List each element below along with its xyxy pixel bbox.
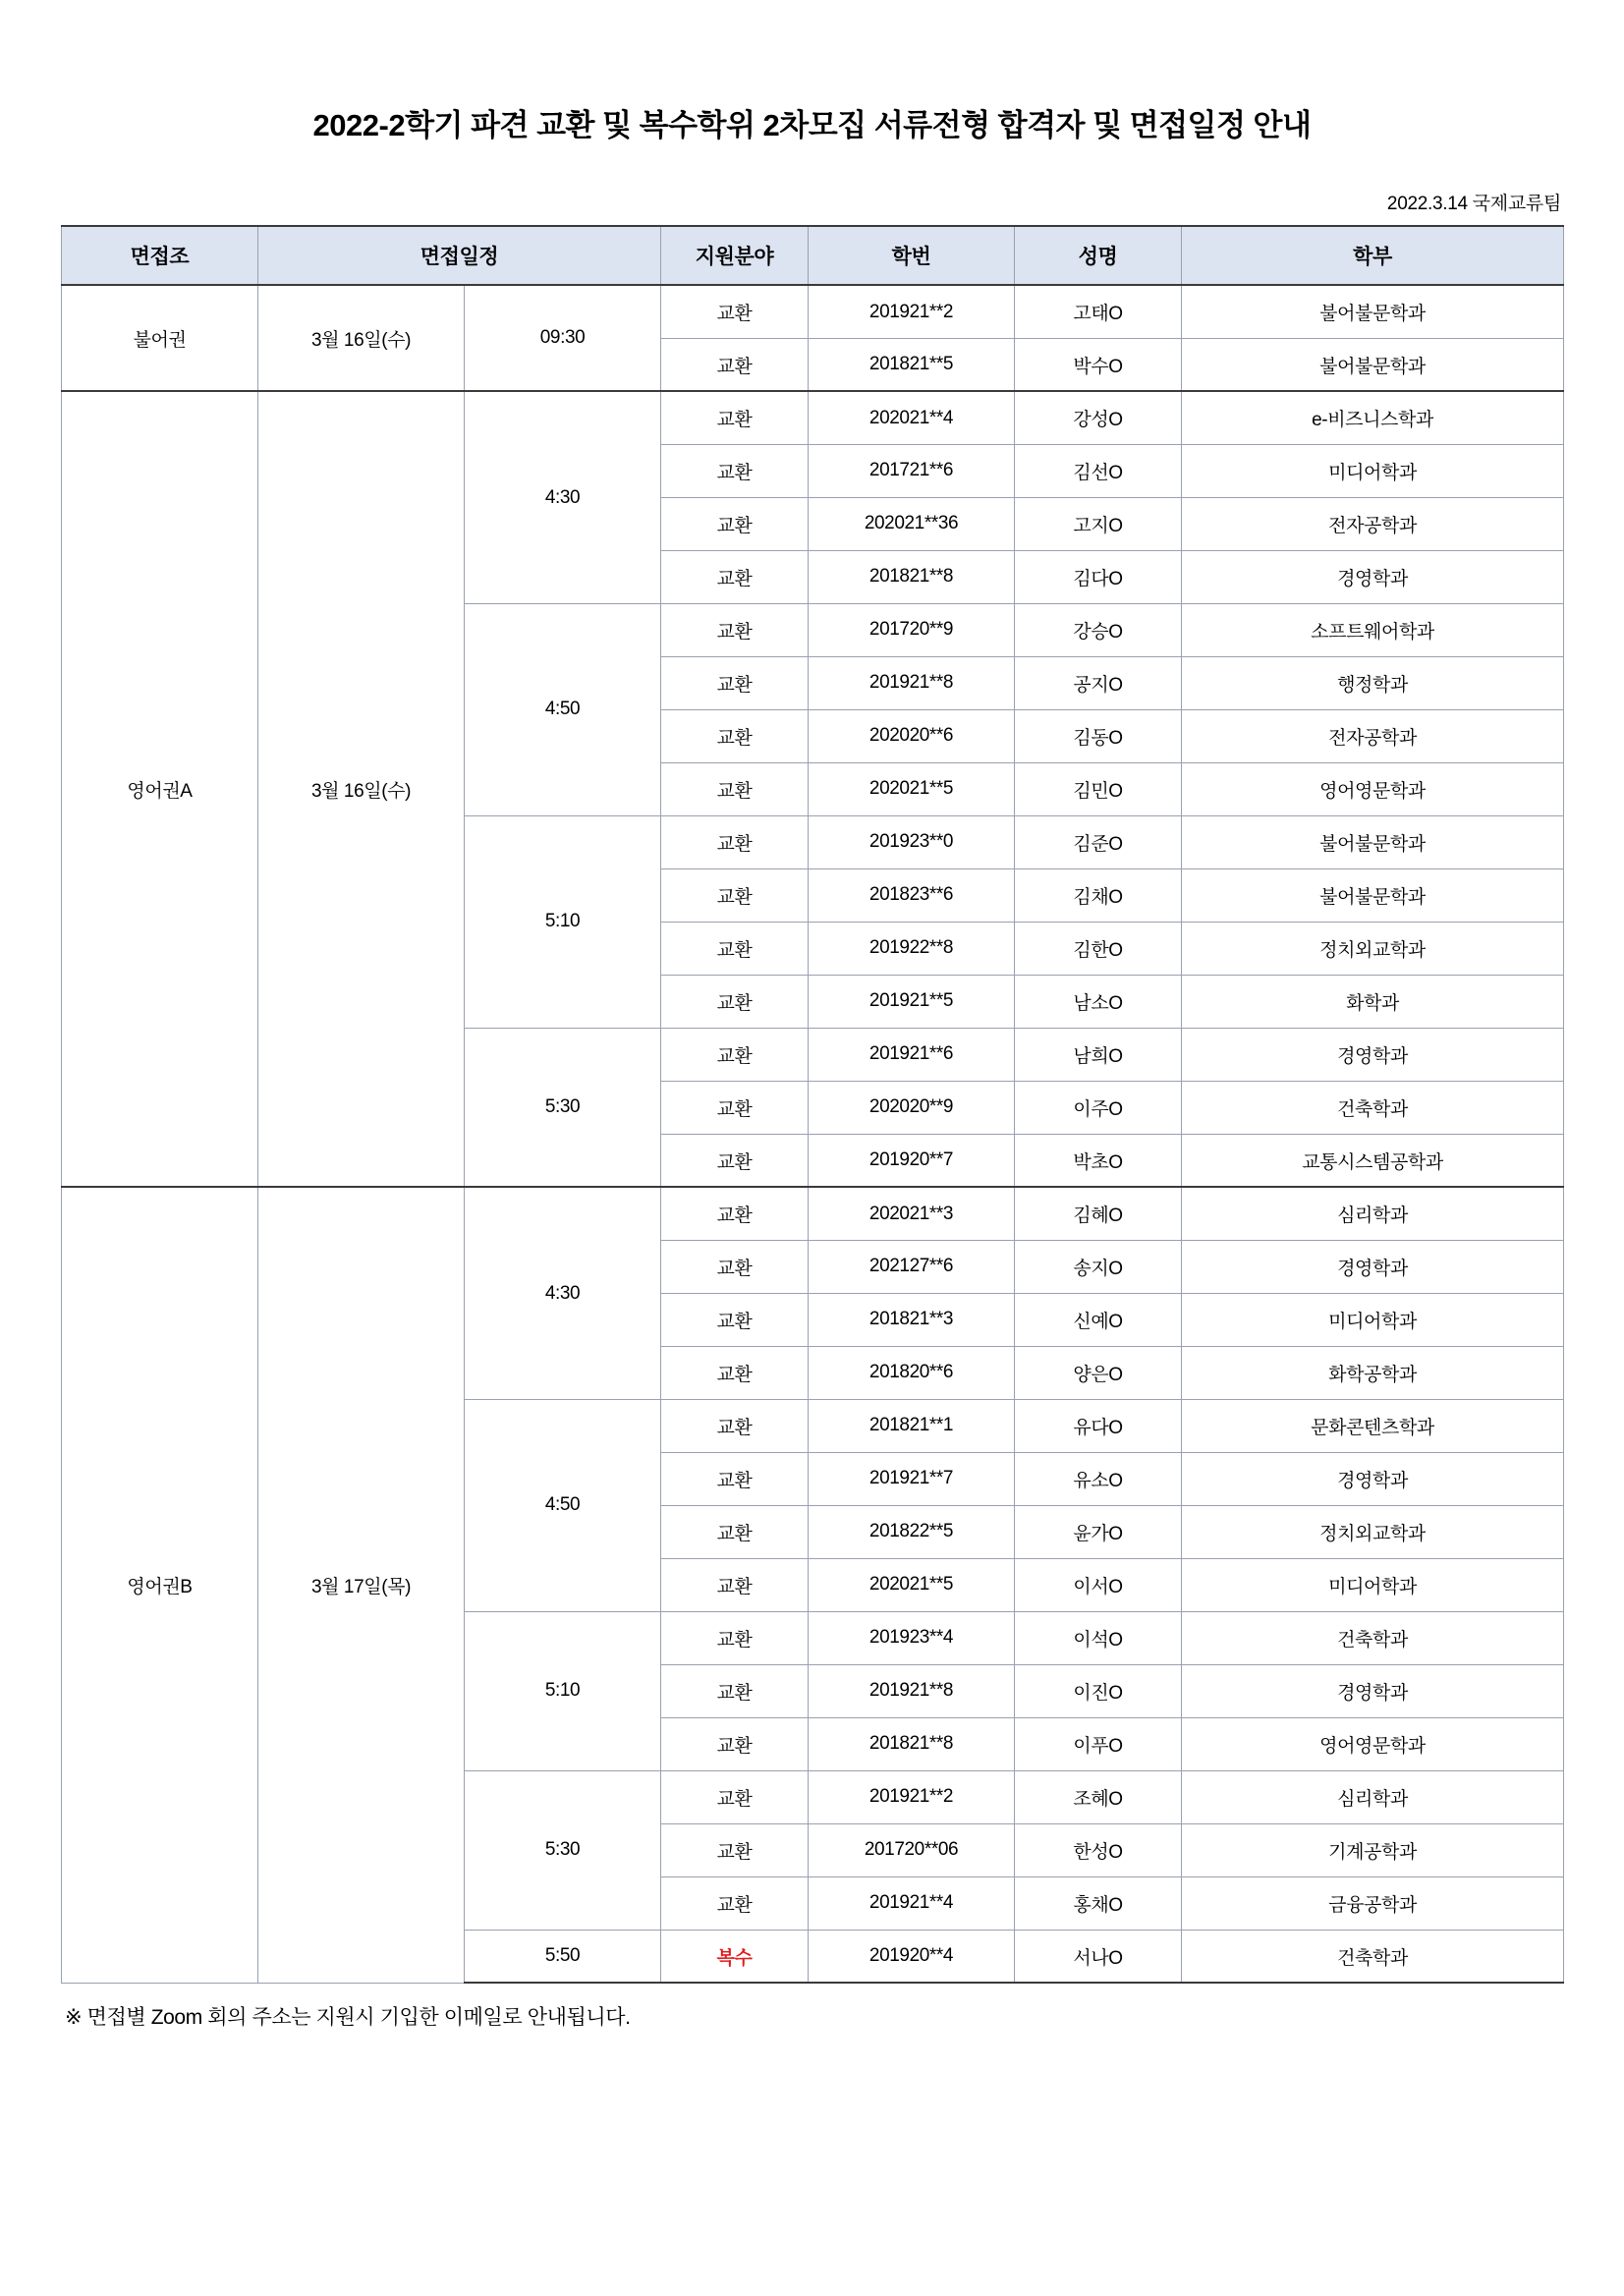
time-cell: 4:30: [465, 1187, 661, 1399]
student-id-cell: 201821**5: [809, 338, 1015, 391]
column-header-group: 면접조: [62, 226, 258, 285]
field-cell: 교환: [661, 1876, 809, 1930]
name-cell: 서나O: [1015, 1930, 1182, 1983]
student-id-cell: 201823**6: [809, 868, 1015, 922]
student-id-cell: 201921**4: [809, 1876, 1015, 1930]
name-cell: 강성O: [1015, 391, 1182, 444]
field-cell: 교환: [661, 550, 809, 603]
name-cell: 이주O: [1015, 1081, 1182, 1134]
time-cell: 09:30: [465, 285, 661, 391]
table-header: [62, 226, 1564, 285]
time-cell: 4:30: [465, 391, 661, 603]
name-cell: 김한O: [1015, 922, 1182, 975]
department-cell: 건축학과: [1182, 1611, 1564, 1664]
field-cell: 교환: [661, 285, 809, 338]
student-id-cell: 201921**8: [809, 656, 1015, 709]
student-id-cell: 201821**1: [809, 1399, 1015, 1452]
student-id-cell: 202021**5: [809, 762, 1015, 815]
field-cell: 교환: [661, 1664, 809, 1717]
field-cell: 교환: [661, 1505, 809, 1558]
department-cell: 교통시스템공학과: [1182, 1134, 1564, 1187]
field-cell: 교환: [661, 1240, 809, 1293]
date-cell: 3월 16일(수): [258, 285, 465, 391]
department-cell: 불어불문학과: [1182, 868, 1564, 922]
student-id-cell: 201721**6: [809, 444, 1015, 497]
student-id-cell: 201921**8: [809, 1664, 1015, 1717]
department-cell: 문화콘텐츠학과: [1182, 1399, 1564, 1452]
column-header-department: 학부: [1182, 226, 1564, 285]
department-cell: 기계공학과: [1182, 1823, 1564, 1876]
field-cell: 교환: [661, 444, 809, 497]
time-cell: 4:50: [465, 1399, 661, 1611]
name-cell: 남희O: [1015, 1028, 1182, 1081]
name-cell: 이진O: [1015, 1664, 1182, 1717]
time-cell: 5:30: [465, 1770, 661, 1930]
student-id-cell: 201822**5: [809, 1505, 1015, 1558]
date-cell: 3월 16일(수): [258, 391, 465, 1187]
time-cell: 5:50: [465, 1930, 661, 1983]
student-id-cell: 202021**4: [809, 391, 1015, 444]
department-cell: 전자공학과: [1182, 709, 1564, 762]
field-cell: 교환: [661, 1611, 809, 1664]
page-title: 2022-2학기 파견 교환 및 복수학위 2차모집 서류전형 합격자 및 면접일정 안내: [312, 108, 1312, 142]
student-id-cell: 201923**4: [809, 1611, 1015, 1664]
department-cell: 미디어학과: [1182, 1558, 1564, 1611]
department-cell: 불어불문학과: [1182, 338, 1564, 391]
name-cell: 신예O: [1015, 1293, 1182, 1346]
field-cell: 교환: [661, 603, 809, 656]
field-cell: 교환: [661, 1293, 809, 1346]
name-cell: 이푸O: [1015, 1717, 1182, 1770]
student-id-cell: 201921**5: [809, 975, 1015, 1028]
time-cell: 4:50: [465, 603, 661, 815]
table-row: [62, 285, 1564, 338]
field-cell: 교환: [661, 868, 809, 922]
field-cell: 교환: [661, 1823, 809, 1876]
student-id-cell: 202021**36: [809, 497, 1015, 550]
department-cell: 정치외교학과: [1182, 922, 1564, 975]
name-cell: 박수O: [1015, 338, 1182, 391]
department-cell: 미디어학과: [1182, 444, 1564, 497]
group-cell: 영어권B: [62, 1187, 258, 1983]
department-cell: 건축학과: [1182, 1081, 1564, 1134]
department-cell: 건축학과: [1182, 1930, 1564, 1983]
column-header-name: 성명: [1015, 226, 1182, 285]
time-cell: 5:30: [465, 1028, 661, 1187]
department-cell: 금융공학과: [1182, 1876, 1564, 1930]
department-cell: 영어영문학과: [1182, 1717, 1564, 1770]
name-cell: 송지O: [1015, 1240, 1182, 1293]
name-cell: 고태O: [1015, 285, 1182, 338]
department-cell: 경영학과: [1182, 1028, 1564, 1081]
department-cell: 심리학과: [1182, 1770, 1564, 1823]
student-id-cell: 202127**6: [809, 1240, 1015, 1293]
name-cell: 이석O: [1015, 1611, 1182, 1664]
student-id-cell: 201920**4: [809, 1930, 1015, 1983]
student-id-cell: 202020**9: [809, 1081, 1015, 1134]
student-id-cell: 201921**2: [809, 1770, 1015, 1823]
field-cell: 교환: [661, 1399, 809, 1452]
field-cell: 교환: [661, 1452, 809, 1505]
name-cell: 한성O: [1015, 1823, 1182, 1876]
student-id-cell: 201921**2: [809, 285, 1015, 338]
name-cell: 김민O: [1015, 762, 1182, 815]
name-cell: 박초O: [1015, 1134, 1182, 1187]
name-cell: 강승O: [1015, 603, 1182, 656]
field-cell: 교환: [661, 1028, 809, 1081]
column-header-student-id: 학번: [809, 226, 1015, 285]
department-cell: 전자공학과: [1182, 497, 1564, 550]
name-cell: 남소O: [1015, 975, 1182, 1028]
name-cell: 김채O: [1015, 868, 1182, 922]
name-cell: 윤가O: [1015, 1505, 1182, 1558]
name-cell: 김선O: [1015, 444, 1182, 497]
name-cell: 공지O: [1015, 656, 1182, 709]
department-cell: 소프트웨어학과: [1182, 603, 1564, 656]
name-cell: 유소O: [1015, 1452, 1182, 1505]
field-cell: 복수: [661, 1930, 809, 1983]
table-row: [62, 391, 1564, 444]
name-cell: 이서O: [1015, 1558, 1182, 1611]
interview-schedule-table: [61, 225, 1564, 1984]
name-cell: 김동O: [1015, 709, 1182, 762]
department-cell: 화학공학과: [1182, 1346, 1564, 1399]
student-id-cell: 201820**6: [809, 1346, 1015, 1399]
department-cell: 경영학과: [1182, 550, 1564, 603]
student-id-cell: 201920**7: [809, 1134, 1015, 1187]
department-cell: 행정학과: [1182, 656, 1564, 709]
student-id-cell: 202020**6: [809, 709, 1015, 762]
name-cell: 홍채O: [1015, 1876, 1182, 1930]
department-cell: e-비즈니스학과: [1182, 391, 1564, 444]
name-cell: 김다O: [1015, 550, 1182, 603]
department-cell: 경영학과: [1182, 1452, 1564, 1505]
field-cell: 교환: [661, 1558, 809, 1611]
time-cell: 5:10: [465, 815, 661, 1028]
group-cell: 영어권A: [62, 391, 258, 1187]
field-cell: 교환: [661, 1346, 809, 1399]
column-header-field: 지원분야: [661, 226, 809, 285]
field-cell: 교환: [661, 975, 809, 1028]
date-cell: 3월 17일(목): [258, 1187, 465, 1983]
student-id-cell: 201821**3: [809, 1293, 1015, 1346]
department-cell: 정치외교학과: [1182, 1505, 1564, 1558]
field-cell: 교환: [661, 762, 809, 815]
field-cell: 교환: [661, 1187, 809, 1240]
field-cell: 교환: [661, 922, 809, 975]
name-cell: 김혜O: [1015, 1187, 1182, 1240]
department-cell: 불어불문학과: [1182, 285, 1564, 338]
name-cell: 고지O: [1015, 497, 1182, 550]
student-id-cell: 201821**8: [809, 550, 1015, 603]
name-cell: 양은O: [1015, 1346, 1182, 1399]
table-row: [62, 1187, 1564, 1240]
field-cell: 교환: [661, 815, 809, 868]
group-cell: 불어권: [62, 285, 258, 391]
footnote: ※ 면접별 Zoom 회의 주소는 지원시 기입한 이메일로 안내됩니다.: [65, 2006, 631, 2030]
student-id-cell: 201923**0: [809, 815, 1015, 868]
field-cell: 교환: [661, 1134, 809, 1187]
name-cell: 김준O: [1015, 815, 1182, 868]
name-cell: 조혜O: [1015, 1770, 1182, 1823]
field-cell: 교환: [661, 656, 809, 709]
department-cell: 불어불문학과: [1182, 815, 1564, 868]
student-id-cell: 202021**5: [809, 1558, 1015, 1611]
student-id-cell: 202021**3: [809, 1187, 1015, 1240]
student-id-cell: 201720**9: [809, 603, 1015, 656]
name-cell: 유다O: [1015, 1399, 1182, 1452]
field-cell: 교환: [661, 338, 809, 391]
field-cell: 교환: [661, 1081, 809, 1134]
field-cell: 교환: [661, 391, 809, 444]
student-id-cell: 201922**8: [809, 922, 1015, 975]
student-id-cell: 201921**6: [809, 1028, 1015, 1081]
student-id-cell: 201720**06: [809, 1823, 1015, 1876]
table-body: [62, 285, 1564, 1983]
department-cell: 영어영문학과: [1182, 762, 1564, 815]
department-cell: 미디어학과: [1182, 1293, 1564, 1346]
issuer-line: 2022.3.14 국제교류팀: [1386, 194, 1561, 215]
column-header-date: 면접일정: [258, 226, 661, 285]
time-cell: 5:10: [465, 1611, 661, 1770]
student-id-cell: 201821**8: [809, 1717, 1015, 1770]
department-cell: 화학과: [1182, 975, 1564, 1028]
department-cell: 경영학과: [1182, 1664, 1564, 1717]
field-cell: 교환: [661, 1717, 809, 1770]
field-cell: 교환: [661, 1770, 809, 1823]
field-cell: 교환: [661, 709, 809, 762]
field-cell: 교환: [661, 497, 809, 550]
department-cell: 심리학과: [1182, 1187, 1564, 1240]
student-id-cell: 201921**7: [809, 1452, 1015, 1505]
department-cell: 경영학과: [1182, 1240, 1564, 1293]
